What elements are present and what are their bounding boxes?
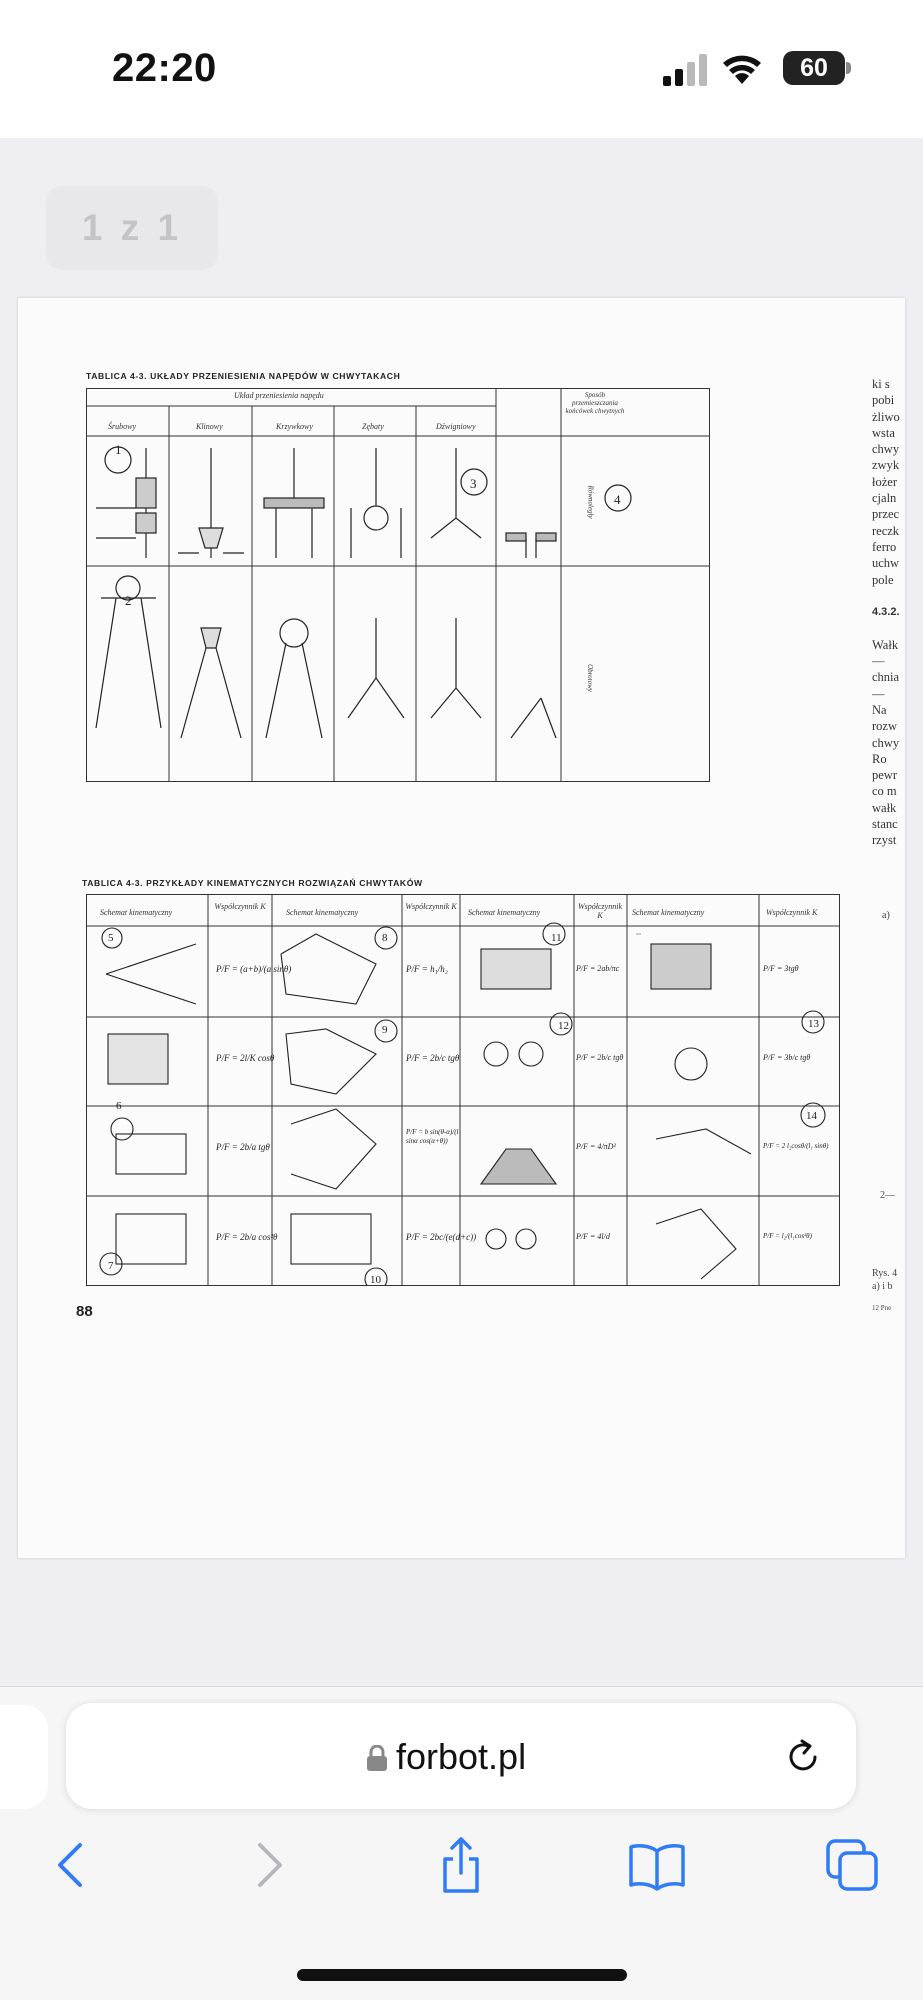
table1-col-2: Klinowy: [196, 422, 223, 431]
home-indicator: [297, 1969, 627, 1981]
lock-icon: [366, 1745, 388, 1771]
circled-number: 8: [382, 932, 388, 944]
formula-r2-c1: P/F = 2l/K cosθ: [216, 1053, 275, 1063]
address-bar[interactable]: [66, 1703, 856, 1809]
table2-header-5: Schemat kinematyczny: [468, 908, 541, 917]
table2-header-7: Schemat kinematyczny: [632, 908, 705, 917]
formula-r4-c2: P/F = 2bc/(e(d+c)): [406, 1232, 477, 1242]
table2-header-6: Współczynnik K: [578, 902, 622, 920]
browser-bottom-bar: [0, 1686, 923, 2000]
back-icon[interactable]: [42, 1835, 102, 1895]
circled-number: 6: [116, 1100, 122, 1112]
table1-col-4: Zębaty: [362, 422, 384, 431]
formula-r3-c2: P/F = b sin(θ-α)/(l sinα cos(α+θ)): [406, 1128, 459, 1145]
formula-r4-c3: P/F = 4l/d: [576, 1232, 610, 1241]
circled-number: 9: [382, 1024, 388, 1036]
circled-number: 14: [806, 1110, 817, 1122]
formula-r1-c1: P/F = (a+b)/(a sinθ): [216, 964, 292, 974]
formula-r2-c2: P/F = 2b/c tgθ: [406, 1053, 460, 1063]
formula-r1-c4: P/F = 3tgθ: [763, 964, 799, 973]
circled-number: 3: [470, 476, 477, 491]
table2-header-1: Schemat kinematyczny: [100, 908, 173, 917]
formula-r1-c3: P/F = 2ab/πc: [576, 964, 620, 973]
formula-r2-c4: P/F = 3b/c tgθ: [763, 1053, 811, 1062]
table1-row-label-1: Równoległy: [586, 485, 595, 519]
circled-number: 1: [115, 442, 122, 457]
table1-row-label-2: Obrotowy: [585, 664, 594, 692]
circled-number: 11: [551, 932, 562, 944]
table2-header-4: Współczynnik K: [405, 902, 457, 911]
page-number: 88: [76, 1303, 93, 1320]
signal-icon: [661, 54, 709, 86]
share-icon[interactable]: [431, 1835, 491, 1895]
previous-tab-preview[interactable]: [0, 1705, 48, 1809]
circled-number: 13: [808, 1018, 819, 1030]
table1-last-col: Sposób przemieszczania końcówek chwytnych: [565, 391, 625, 415]
side-text: a): [882, 910, 890, 921]
pdf-viewer[interactable]: [0, 138, 923, 1686]
wifi-icon: [720, 50, 764, 86]
table1-col-5: Dźwigniowy: [436, 422, 476, 431]
table1-col-1: Śrubowy: [108, 422, 136, 431]
document-page[interactable]: [18, 298, 905, 1558]
bookmarks-icon[interactable]: [627, 1835, 687, 1895]
table1-drawing: [86, 388, 710, 782]
battery-indicator: 60: [783, 51, 845, 85]
browser-toolbar: [0, 1825, 923, 1915]
table2-title: TABLICA 4-3. PRZYKŁADY KINEMATYCZNYCH ROZWIĄZAŃ CHWYTAKÓW: [82, 878, 423, 888]
url-text: forbot.pl: [396, 1736, 527, 1777]
page-indicator: 1 z 1: [46, 186, 218, 270]
table2-drawing: [86, 894, 840, 1286]
table2-header-3: Schemat kinematyczny: [286, 908, 359, 917]
table1-group-header: Układ przeniesienia napędu: [234, 391, 324, 400]
side-text: a) i b: [872, 1281, 893, 1292]
formula-r3-c1: P/F = 2b/a tgθ: [216, 1142, 270, 1152]
reload-icon[interactable]: [784, 1738, 822, 1776]
table1-title: TABLICA 4-3. UKŁADY PRZENIESIENIA NAPĘDÓW W CHWYTAKACH: [86, 371, 401, 381]
formula-r2-c3: P/F = 2b/c tgθ: [576, 1053, 624, 1062]
side-text: 2—: [880, 1190, 895, 1201]
status-bar: [0, 0, 923, 138]
table1-col-3: Krzywkowy: [276, 422, 313, 431]
side-text: Rys. 4: [872, 1268, 898, 1279]
circled-number: 2: [125, 593, 132, 608]
circled-number: 7: [108, 1260, 114, 1272]
forward-icon[interactable]: [238, 1835, 298, 1895]
side-text: 12 Pne: [872, 1304, 892, 1312]
circled-number: 10: [370, 1274, 381, 1286]
tabs-icon[interactable]: [822, 1835, 882, 1895]
circled-number: 4: [614, 492, 621, 507]
formula-r4-c1: P/F = 2b/a cos²θ: [216, 1232, 278, 1242]
table2-header-8: Współczynnik K: [766, 908, 818, 917]
formula-r3-c4: P/F = 2 l₂cosθ/(l₁ sinθ): [763, 1142, 829, 1150]
circled-number: 12: [558, 1020, 569, 1032]
battery-tip: [846, 62, 851, 74]
formula-r1-c2: P/F = h₁/h₂: [406, 964, 448, 974]
right-column-text: ki s pobi żliwo wsta chwy zwyk łożer cjaln przec reczk ferro uchw pole 4.3.2. Wałk — chnia — Na rozw chwy Ro pewr co m wałk stanc rzyst: [872, 377, 900, 848]
table2-header-2: Współczynnik K: [214, 902, 266, 911]
status-time: 22:20: [112, 46, 217, 90]
circled-number: 5: [108, 932, 114, 944]
formula-r3-c3: P/F = 4/πD²: [576, 1142, 616, 1151]
formula-r4-c4: P/F = l₂/(l₁cos²θ): [763, 1232, 812, 1240]
